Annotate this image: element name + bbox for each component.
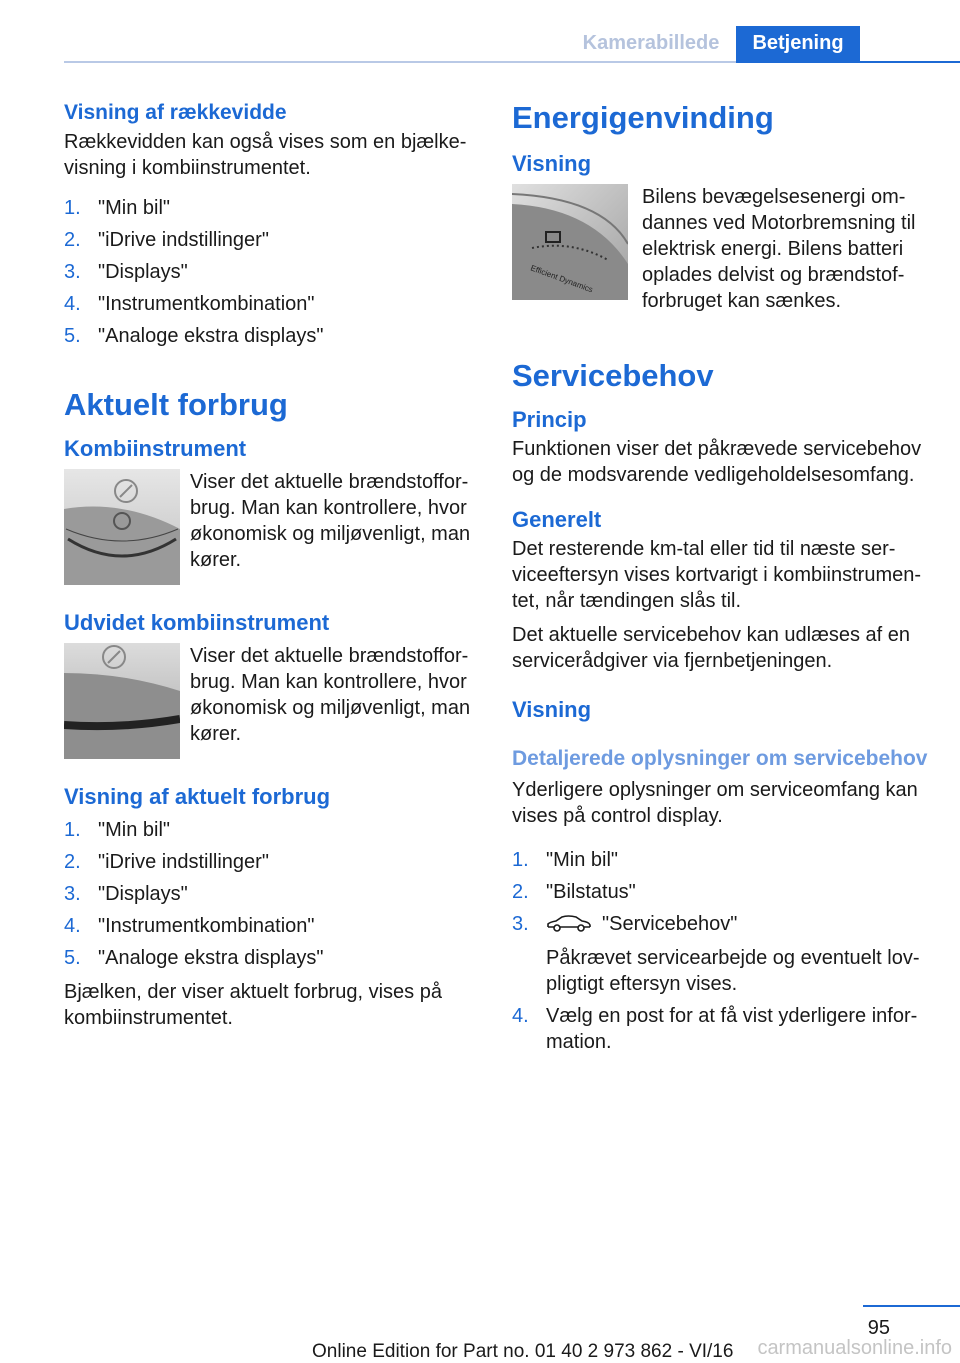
kombi-gauge-image [64, 469, 180, 585]
general-text-1: Det resterende km-tal eller tid til næste ser-viceeftersyn vises kortvarigt i kombiinstrumen-tet, når tændingen slås til. [512, 538, 922, 612]
udvidet-figure-row [64, 643, 484, 759]
detail-text: Yderligere oplysninger om serviceomfang kan vises på control display. [512, 779, 918, 827]
service-heading: Servicebehov [512, 358, 714, 393]
detail-heading: Detaljerede oplysninger om servicebehov [512, 747, 928, 770]
list-item: 1. "Min bil" [64, 819, 170, 841]
energy-gauge-image [512, 184, 628, 300]
header-section-tab[interactable]: Kamerabillede [582, 32, 720, 54]
step-sub-text: Påkrævet servicearbejde og eventuelt lov-pligtigt eftersyn vises. [546, 947, 920, 995]
list-item: 2. "iDrive indstillinger" [64, 851, 269, 873]
list-item: 4. "Instrumentkombination" [64, 293, 315, 315]
consumption-heading: Aktuelt forbrug [64, 387, 288, 422]
list-item: 5. "Analoge ekstra displays" [64, 947, 324, 969]
list-item: 1. "Min bil" [64, 197, 170, 219]
list-item: 4. "Instrumentkombination" [64, 915, 315, 937]
list-item: 3. "Displays" [64, 261, 188, 283]
kombi-text: Viser det aktuelle brændstoffor-brug. Man kan kontrollere, hvor økonomisk og miljøvenligt, man kører. [190, 471, 471, 571]
display-note: Bjælken, der viser aktuelt forbrug, vises på kombiinstrumentet. [64, 981, 442, 1029]
footer-rule [863, 1305, 960, 1307]
kombi-heading: Kombiinstrument [64, 436, 247, 461]
header-chapter-tab[interactable]: Betjening [736, 26, 860, 63]
udvidet-gauge-image [64, 643, 180, 759]
list-item: 1. "Min bil" [512, 849, 618, 871]
list-item: 3. "Servicebehov" Påkrævet servicearbejde og eventuelt lov-pligtigt eftersyn vises. [512, 911, 932, 997]
principle-text: Funktionen viser det påkrævede servicebehov og de modsvarende vedligeholdelsesomfang. [512, 438, 922, 486]
edition-text: Online Edition for Part no. 01 40 2 973 862 - VI/16 [312, 1341, 734, 1362]
left-column [64, 100, 484, 1039]
list-item: 2. "Bilstatus" [512, 881, 636, 903]
visning-heading: Visning [512, 697, 592, 722]
page-number: 95 [867, 1317, 890, 1339]
general-heading: Generelt [512, 507, 602, 532]
udvidet-heading: Udvidet kombiinstrument [64, 610, 330, 635]
udvidet-text: Viser det aktuelle brændstoffor-brug. Man kan kontrollere, hvor økonomisk og miljøvenligt, man kører. [190, 645, 471, 745]
energy-subheading: Visning [512, 151, 592, 176]
list-item: 4. Vælg en post for at få vist yderligere infor-mation. [512, 1005, 918, 1053]
car-icon [546, 913, 592, 933]
right-column [512, 100, 932, 1063]
range-text: Rækkevidden kan også vises som en bjælke-visning i kombiinstrumentet. [64, 131, 467, 179]
watermark: carmanualsonline.info [757, 1337, 952, 1359]
energy-text: Bilens bevægelsesenergi om-dannes ved Motorbremsning til elektrisk energi. Bilens batteri oplades delvist og brændstof-forbruget kan sænkes. [642, 186, 916, 312]
service-steps [512, 847, 932, 1055]
kombi-figure-row [64, 469, 484, 585]
general-text-2: Det aktuelle servicebehov kan udlæses af en servicerådgiver via fjernbetjeningen. [512, 624, 911, 672]
display-heading: Visning af aktuelt forbrug [64, 784, 331, 809]
range-heading: Visning af rækkevidde [64, 101, 287, 124]
list-item: 3. "Displays" [64, 883, 188, 905]
header-active-rule [860, 61, 960, 63]
display-steps [64, 817, 484, 971]
list-item: 5. "Analoge ekstra displays" [64, 325, 324, 347]
energy-figure-row [512, 184, 932, 314]
range-steps [64, 195, 484, 349]
energy-fig-label: Efficient Dynamics [529, 263, 595, 295]
principle-heading: Princip [512, 407, 587, 432]
energy-heading: Energigenvinding [512, 100, 774, 135]
list-item: 2. "iDrive indstillinger" [64, 229, 269, 251]
